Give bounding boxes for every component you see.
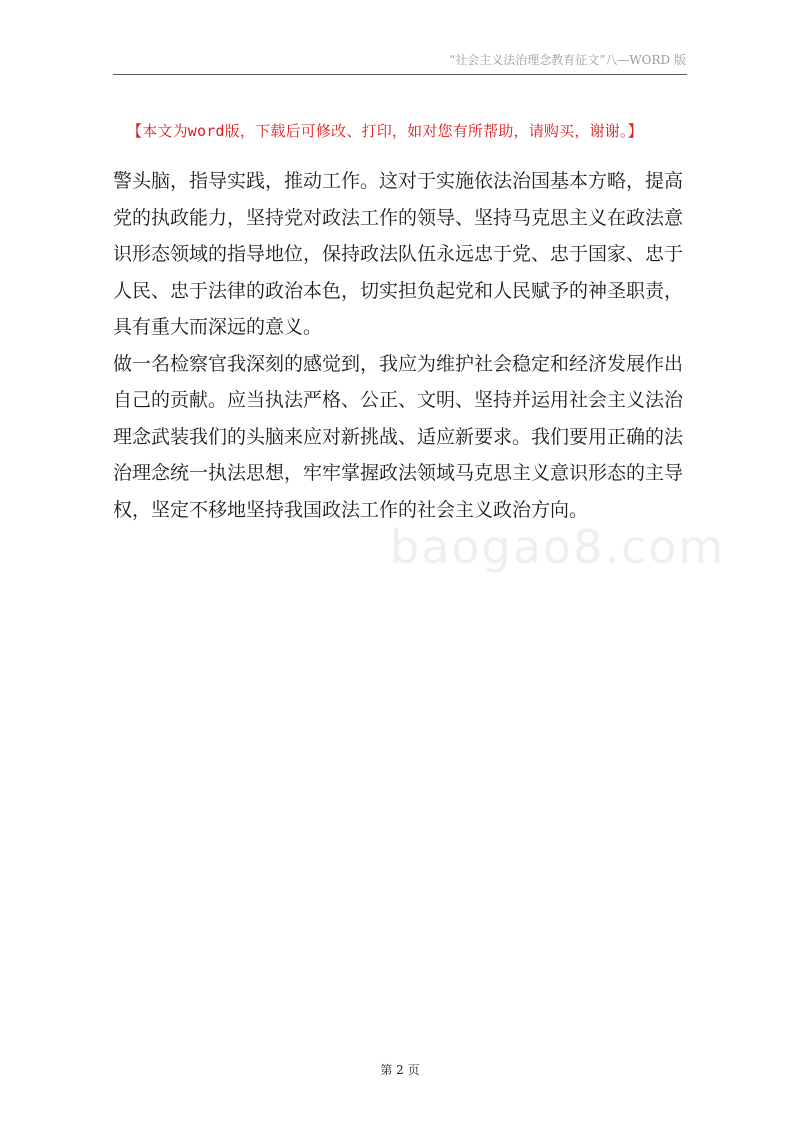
page-number: 第 2 页 (380, 1063, 420, 1077)
text-line: 理念武装我们的头脑来应对新挑战、适应新要求。我们要用正确的法 (113, 425, 684, 448)
document-body (113, 163, 693, 528)
text-line: 自己的贡献。应当执法严格、公正、文明、坚持并运用社会主义法治 (113, 389, 684, 411)
text-line: 权，坚定不移地坚持我国政法工作的社会主义政治方向。 (113, 498, 589, 521)
text-line: 治理念统一执法思想，牢牢掌握政法领域马克思主义意识形态的主导 (113, 462, 684, 484)
text-line: 警头脑，指导实践，推动工作。这对于实施依法治国基本方略，提高 (113, 170, 684, 192)
text-line: 党的执政能力，坚持党对政法工作的领导、坚持马克思主义在政法意 (113, 206, 684, 229)
header-title: “社会主义法治理念教育征文”八—WORD 版 (449, 53, 686, 67)
watermark: baogao8.com (390, 520, 726, 574)
text-line: 具有重大而深远的意义。 (113, 316, 323, 338)
download-notice: 【本文为word版，下载后可修改、打印，如对您有所帮助，请购买，谢谢。】 (127, 122, 643, 140)
header-divider (113, 74, 687, 75)
paragraph-1 (113, 163, 693, 346)
text-line: 人民、忠于法律的政治本色，切实担负起党和人民赋予的神圣职责， (113, 279, 684, 302)
text-line: 识形态领域的指导地位，保持政法队伍永远忠于党、忠于国家、忠于 (113, 243, 684, 265)
text-line: 做一名检察官我深刻的感觉到，我应为维护社会稳定和经济发展作出 (113, 352, 684, 375)
paragraph-2 (113, 346, 693, 529)
